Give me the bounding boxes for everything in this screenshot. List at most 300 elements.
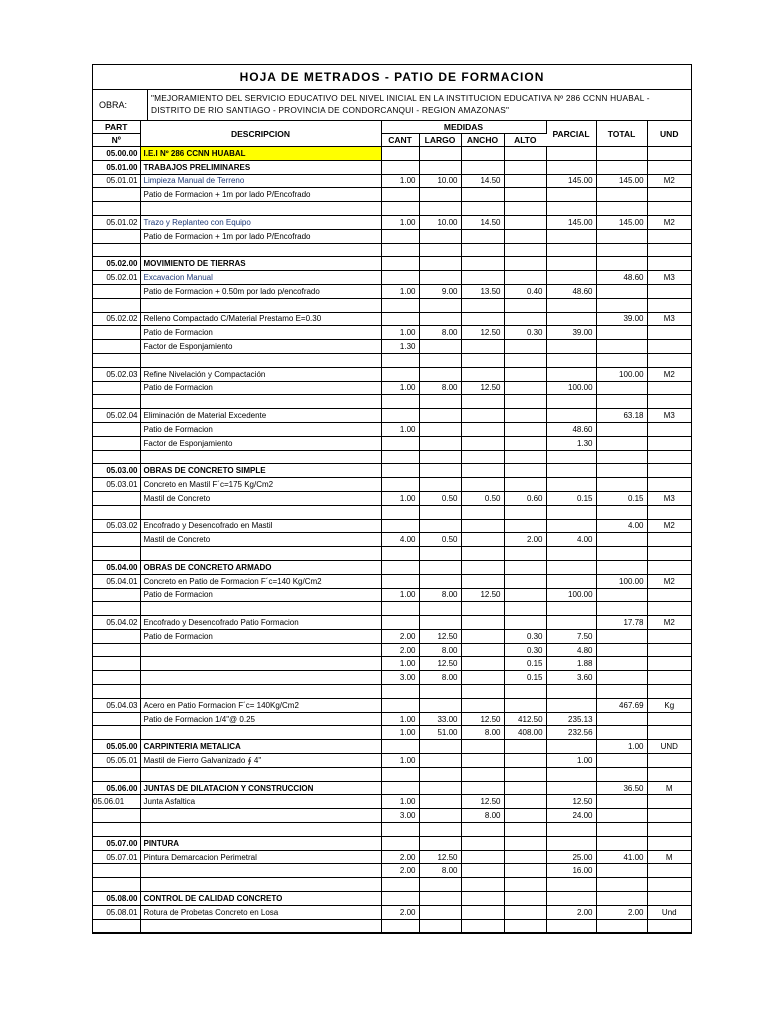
cell-parcial [546, 878, 596, 892]
cell-part [93, 381, 140, 395]
cell-total: 100.00 [596, 367, 647, 381]
cell-descripcion: Encofrado y Desencofrado en Mastil [140, 519, 381, 533]
cell-total [596, 533, 647, 547]
cell-part: 05.03.02 [93, 519, 140, 533]
cell-und [647, 229, 691, 243]
table-row [93, 629, 691, 643]
cell-total: 17.78 [596, 616, 647, 630]
cell-total [596, 257, 647, 271]
cell-und: M [647, 850, 691, 864]
cell-cant: 1.00 [381, 588, 419, 602]
cell-total: 36.50 [596, 781, 647, 795]
cell-parcial: 24.00 [546, 809, 596, 823]
cell-ancho [461, 450, 504, 464]
table-row [93, 560, 691, 574]
cell-cant: 1.00 [381, 712, 419, 726]
cell-parcial: 7.50 [546, 629, 596, 643]
cell-alto [504, 422, 546, 436]
cell-alto [504, 478, 546, 492]
cell-ancho [461, 243, 504, 257]
cell-descripcion [140, 671, 381, 685]
cell-total [596, 422, 647, 436]
cell-largo [419, 809, 461, 823]
cell-descripcion: Junta Asfaltica [140, 795, 381, 809]
header-ancho: ANCHO [461, 134, 504, 147]
cell-cant [381, 409, 419, 423]
cell-und [647, 395, 691, 409]
table-row [93, 892, 691, 906]
cell-alto [504, 574, 546, 588]
cell-und [647, 326, 691, 340]
cell-cant [381, 188, 419, 202]
cell-largo [419, 422, 461, 436]
cell-part: 05.08.00 [93, 892, 140, 906]
cell-part [93, 685, 140, 699]
cell-alto: 0.15 [504, 657, 546, 671]
cell-part [93, 767, 140, 781]
cell-descripcion [140, 767, 381, 781]
cell-largo: 8.00 [419, 643, 461, 657]
cell-alto [504, 754, 546, 768]
table-row [93, 767, 691, 781]
cell-part [93, 533, 140, 547]
cell-total: 145.00 [596, 215, 647, 229]
cell-largo: 8.00 [419, 671, 461, 685]
cell-und [647, 160, 691, 174]
cell-ancho [461, 257, 504, 271]
cell-descripcion: Acero en Patio Formacion F´c= 140Kg/Cm2 [140, 698, 381, 712]
header-largo: LARGO [419, 134, 461, 147]
cell-largo: 12.50 [419, 629, 461, 643]
cell-parcial [546, 409, 596, 423]
cell-alto [504, 298, 546, 312]
cell-total [596, 602, 647, 616]
cell-descripcion: Relleno Compactado C/Material Prestamo E=0.30 [140, 312, 381, 326]
cell-cant: 2.00 [381, 864, 419, 878]
cell-alto [504, 367, 546, 381]
cell-parcial: 4.80 [546, 643, 596, 657]
cell-descripcion: Patio de Formacion [140, 588, 381, 602]
cell-total [596, 671, 647, 685]
cell-descripcion [140, 450, 381, 464]
table-row [93, 685, 691, 699]
cell-und [647, 147, 691, 161]
cell-alto [504, 381, 546, 395]
cell-ancho [461, 685, 504, 699]
cell-und [647, 767, 691, 781]
cell-alto [504, 353, 546, 367]
table-row [93, 174, 691, 188]
cell-cant [381, 616, 419, 630]
cell-parcial [546, 464, 596, 478]
cell-ancho [461, 202, 504, 216]
cell-largo [419, 478, 461, 492]
cell-parcial [546, 685, 596, 699]
header-row-1 [93, 121, 691, 134]
cell-ancho [461, 409, 504, 423]
cell-ancho [461, 505, 504, 519]
cell-part: 05.01.02 [93, 215, 140, 229]
cell-cant [381, 243, 419, 257]
cell-largo: 9.00 [419, 284, 461, 298]
cell-cant [381, 740, 419, 754]
cell-alto [504, 767, 546, 781]
cell-ancho [461, 436, 504, 450]
header-part: PART [93, 121, 140, 134]
cell-und [647, 298, 691, 312]
cell-ancho [461, 422, 504, 436]
cell-descripcion: OBRAS DE CONCRETO ARMADO [140, 560, 381, 574]
cell-cant [381, 464, 419, 478]
cell-und [647, 588, 691, 602]
cell-ancho: 14.50 [461, 174, 504, 188]
cell-parcial: 1.00 [546, 754, 596, 768]
cell-und [647, 340, 691, 354]
cell-cant [381, 436, 419, 450]
cell-ancho: 0.50 [461, 491, 504, 505]
cell-cant: 2.00 [381, 629, 419, 643]
cell-cant: 1.00 [381, 422, 419, 436]
cell-cant: 2.00 [381, 643, 419, 657]
cell-largo [419, 795, 461, 809]
table-row [93, 657, 691, 671]
cell-alto [504, 243, 546, 257]
cell-part: 05.06.01 [93, 795, 140, 809]
cell-alto [504, 864, 546, 878]
table-row [93, 326, 691, 340]
cell-ancho [461, 602, 504, 616]
cell-descripcion: Refine Nivelación y Compactación [140, 367, 381, 381]
cell-parcial: 1.88 [546, 657, 596, 671]
cell-und: M [647, 781, 691, 795]
cell-descripcion: Trazo y Replanteo con Equipo [140, 215, 381, 229]
cell-descripcion [140, 685, 381, 699]
table-row [93, 574, 691, 588]
cell-alto [504, 409, 546, 423]
cell-alto [504, 436, 546, 450]
cell-und [647, 643, 691, 657]
cell-cant [381, 685, 419, 699]
cell-cant [381, 353, 419, 367]
cell-descripcion [140, 726, 381, 740]
cell-und [647, 547, 691, 561]
cell-total: 41.00 [596, 850, 647, 864]
table-row [93, 422, 691, 436]
cell-largo [419, 685, 461, 699]
cell-part [93, 547, 140, 561]
cell-alto [504, 602, 546, 616]
cell-part: 05.01.00 [93, 160, 140, 174]
table-row [93, 809, 691, 823]
cell-cant [381, 395, 419, 409]
cell-cant: 1.00 [381, 381, 419, 395]
cell-alto [504, 878, 546, 892]
cell-total [596, 202, 647, 216]
cell-alto [504, 905, 546, 919]
cell-cant: 1.00 [381, 491, 419, 505]
cell-total [596, 836, 647, 850]
cell-alto [504, 229, 546, 243]
metrados-body [93, 147, 691, 933]
cell-part [93, 588, 140, 602]
cell-und [647, 450, 691, 464]
table-row [93, 436, 691, 450]
cell-descripcion [140, 505, 381, 519]
cell-alto: 2.00 [504, 533, 546, 547]
table-row [93, 450, 691, 464]
cell-descripcion [140, 878, 381, 892]
table-row [93, 698, 691, 712]
cell-descripcion: Pintura Demarcacion Perimetral [140, 850, 381, 864]
cell-largo [419, 395, 461, 409]
cell-part [93, 878, 140, 892]
cell-descripcion: Patio de Formacion [140, 381, 381, 395]
cell-cant: 1.00 [381, 284, 419, 298]
table-row [93, 781, 691, 795]
cell-und: UND [647, 740, 691, 754]
cell-alto [504, 836, 546, 850]
cell-und [647, 685, 691, 699]
cell-descripcion: Eliminación de Material Excedente [140, 409, 381, 423]
cell-und [647, 353, 691, 367]
cell-descripcion: Mastil de Concreto [140, 533, 381, 547]
cell-cant [381, 202, 419, 216]
cell-part [93, 340, 140, 354]
cell-und: M3 [647, 491, 691, 505]
cell-cant [381, 229, 419, 243]
cell-cant [381, 767, 419, 781]
cell-total [596, 878, 647, 892]
cell-descripcion: Concreto en Patio de Formacion F´c=140 Kg/Cm2 [140, 574, 381, 588]
cell-parcial: 145.00 [546, 215, 596, 229]
cell-descripcion: Factor de Esponjamiento [140, 436, 381, 450]
cell-parcial [546, 919, 596, 933]
table-row [93, 491, 691, 505]
cell-cant: 3.00 [381, 671, 419, 685]
cell-und [647, 560, 691, 574]
cell-largo [419, 450, 461, 464]
cell-total [596, 919, 647, 933]
cell-largo: 33.00 [419, 712, 461, 726]
table-row [93, 823, 691, 837]
table-row [93, 726, 691, 740]
cell-total [596, 243, 647, 257]
cell-descripcion: I.E.I Nº 286 CCNN HUABAL [140, 147, 381, 161]
cell-part [93, 823, 140, 837]
cell-alto [504, 505, 546, 519]
cell-cant [381, 574, 419, 588]
cell-cant [381, 505, 419, 519]
cell-total [596, 464, 647, 478]
cell-cant [381, 878, 419, 892]
cell-und [647, 422, 691, 436]
table-row [93, 298, 691, 312]
cell-parcial [546, 574, 596, 588]
cell-total [596, 326, 647, 340]
cell-cant [381, 560, 419, 574]
cell-descripcion: Patio de Formacion 1/4"@ 0.25 [140, 712, 381, 726]
cell-ancho [461, 767, 504, 781]
cell-parcial: 232.56 [546, 726, 596, 740]
cell-ancho [461, 298, 504, 312]
cell-alto [504, 464, 546, 478]
table-row [93, 616, 691, 630]
cell-ancho [461, 188, 504, 202]
cell-part [93, 188, 140, 202]
cell-ancho [461, 353, 504, 367]
cell-total [596, 188, 647, 202]
table-row [93, 602, 691, 616]
obra-row [93, 90, 691, 121]
cell-ancho [461, 229, 504, 243]
cell-cant [381, 478, 419, 492]
table-row [93, 671, 691, 685]
cell-part [93, 712, 140, 726]
cell-part: 05.03.01 [93, 478, 140, 492]
cell-parcial: 16.00 [546, 864, 596, 878]
cell-largo [419, 836, 461, 850]
cell-ancho [461, 519, 504, 533]
cell-parcial: 100.00 [546, 588, 596, 602]
cell-ancho [461, 878, 504, 892]
cell-parcial [546, 450, 596, 464]
cell-und: M3 [647, 312, 691, 326]
cell-total [596, 353, 647, 367]
cell-total: 100.00 [596, 574, 647, 588]
cell-ancho [461, 367, 504, 381]
table-row [93, 754, 691, 768]
cell-total: 467.69 [596, 698, 647, 712]
cell-largo [419, 547, 461, 561]
table-row [93, 864, 691, 878]
cell-total [596, 629, 647, 643]
cell-descripcion [140, 643, 381, 657]
cell-und [647, 464, 691, 478]
cell-und [647, 712, 691, 726]
cell-ancho [461, 560, 504, 574]
cell-alto [504, 147, 546, 161]
cell-und: M2 [647, 616, 691, 630]
header-und: UND [647, 121, 691, 147]
cell-descripcion: MOVIMIENTO DE TIERRAS [140, 257, 381, 271]
cell-descripcion: Patio de Formacion + 0.50m por lado p/encofrado [140, 284, 381, 298]
cell-part [93, 202, 140, 216]
cell-largo [419, 243, 461, 257]
cell-und [647, 754, 691, 768]
cell-largo: 51.00 [419, 726, 461, 740]
table-row [93, 478, 691, 492]
sheet-title: HOJA DE METRADOS - PATIO DE FORMACION [93, 65, 691, 90]
table-row [93, 795, 691, 809]
cell-descripcion: Concreto en Mastil F´c=175 Kg/Cm2 [140, 478, 381, 492]
cell-ancho [461, 892, 504, 906]
cell-und [647, 864, 691, 878]
cell-largo [419, 271, 461, 285]
cell-cant: 1.00 [381, 795, 419, 809]
cell-part [93, 726, 140, 740]
cell-part [93, 864, 140, 878]
header-total: TOTAL [596, 121, 647, 147]
cell-total [596, 505, 647, 519]
cell-descripcion [140, 864, 381, 878]
cell-descripcion: Factor de Esponjamiento [140, 340, 381, 354]
cell-ancho [461, 547, 504, 561]
cell-descripcion: Patio de Formacion + 1m por lado P/Encofrado [140, 188, 381, 202]
table-row [93, 312, 691, 326]
cell-cant [381, 147, 419, 161]
cell-und: Und [647, 905, 691, 919]
cell-largo [419, 229, 461, 243]
cell-parcial [546, 505, 596, 519]
cell-ancho: 12.50 [461, 381, 504, 395]
cell-descripcion: Mastil de Concreto [140, 491, 381, 505]
table-row [93, 533, 691, 547]
cell-und [647, 878, 691, 892]
cell-largo [419, 312, 461, 326]
cell-largo [419, 892, 461, 906]
cell-alto [504, 340, 546, 354]
cell-und [647, 505, 691, 519]
table-row [93, 878, 691, 892]
cell-ancho [461, 464, 504, 478]
cell-parcial: 48.60 [546, 284, 596, 298]
cell-ancho [461, 698, 504, 712]
cell-parcial: 145.00 [546, 174, 596, 188]
cell-parcial: 1.30 [546, 436, 596, 450]
cell-ancho: 12.50 [461, 712, 504, 726]
cell-total [596, 823, 647, 837]
cell-alto [504, 740, 546, 754]
cell-ancho [461, 271, 504, 285]
cell-cant [381, 919, 419, 933]
cell-descripcion: TRABAJOS PRELIMINARES [140, 160, 381, 174]
cell-total [596, 436, 647, 450]
cell-cant [381, 836, 419, 850]
cell-ancho [461, 574, 504, 588]
cell-descripcion [140, 243, 381, 257]
cell-ancho [461, 478, 504, 492]
cell-largo [419, 823, 461, 837]
cell-part: 05.03.00 [93, 464, 140, 478]
cell-descripcion [140, 809, 381, 823]
cell-alto: 0.60 [504, 491, 546, 505]
cell-ancho [461, 850, 504, 864]
cell-und [647, 919, 691, 933]
cell-und [647, 284, 691, 298]
header-alto: ALTO [504, 134, 546, 147]
cell-alto: 0.30 [504, 629, 546, 643]
cell-parcial [546, 698, 596, 712]
table-row [93, 505, 691, 519]
cell-total [596, 892, 647, 906]
header-n: Nº [93, 134, 140, 147]
table-row [93, 353, 691, 367]
cell-alto [504, 892, 546, 906]
cell-part: 05.07.01 [93, 850, 140, 864]
cell-descripcion [140, 395, 381, 409]
cell-total [596, 588, 647, 602]
cell-parcial [546, 188, 596, 202]
cell-total [596, 560, 647, 574]
cell-und [647, 202, 691, 216]
cell-total [596, 864, 647, 878]
cell-parcial: 235.13 [546, 712, 596, 726]
cell-ancho [461, 147, 504, 161]
cell-descripcion: OBRAS DE CONCRETO SIMPLE [140, 464, 381, 478]
cell-parcial: 100.00 [546, 381, 596, 395]
cell-largo [419, 409, 461, 423]
cell-total: 4.00 [596, 519, 647, 533]
